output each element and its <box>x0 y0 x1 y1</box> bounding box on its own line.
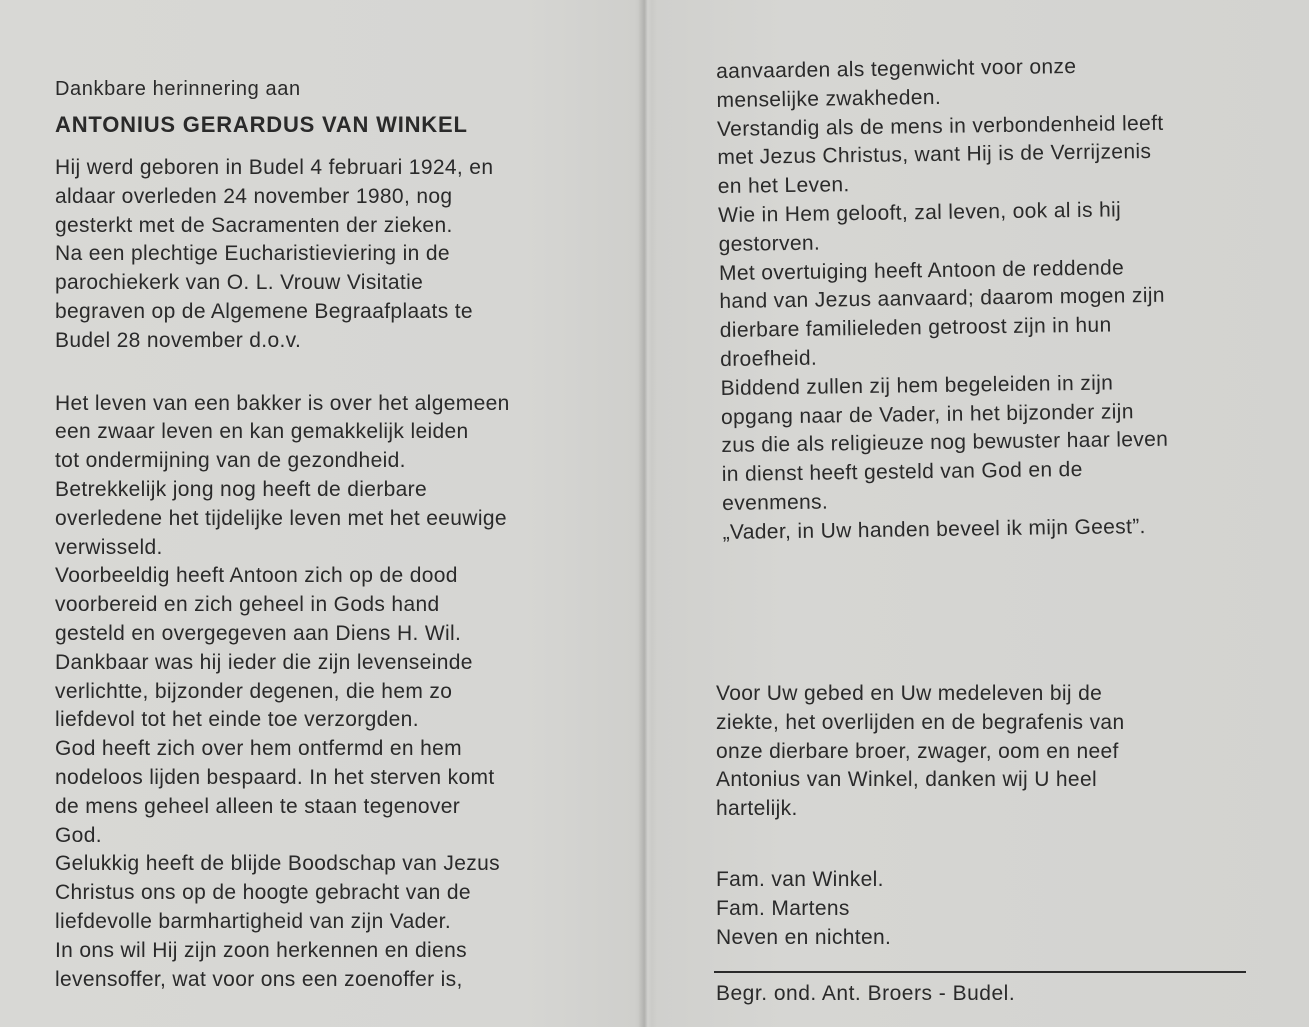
text-line: overledene het tijdelijke leven met het eeuwige <box>55 506 507 530</box>
text-line: verlichtte, bijzonder degenen, die hem zo <box>55 679 453 703</box>
text-line: verwisseld. <box>55 535 163 559</box>
text-line: met Jezus Christus, want Hij is de Verrijzenis <box>717 140 1152 170</box>
family-signatures <box>716 866 1276 952</box>
text-line: liefdevol tot het einde toe verzorgden. <box>55 708 419 732</box>
text-line: levensoffer, wat voor ons een zoenoffer is, <box>55 967 463 991</box>
biography-paragraph <box>55 154 630 356</box>
text-line: Na een plechtige Eucharistieviering in de <box>55 242 450 266</box>
text-line: hartelijk. <box>716 797 798 821</box>
text-line: droefheid. <box>720 346 818 371</box>
undertaker-credit: Begr. ond. Ant. Broers - Budel. <box>716 982 1016 1005</box>
text-line: Dankbaar was hij ieder die zijn levenseinde <box>55 650 473 674</box>
signature-line: Fam. Martens <box>716 896 850 920</box>
text-line: Voor Uw gebed en Uw medeleven bij de <box>716 682 1103 705</box>
text-line: liefdevolle barmhartigheid van zijn Vader. <box>55 909 452 933</box>
text-line: Hij werd geboren in Budel 4 februari 1924, en <box>55 156 494 179</box>
text-line: ziekte, het overlijden en de begrafenis van <box>716 710 1125 734</box>
text-line: in dienst heeft gesteld van God en de <box>721 458 1083 487</box>
paragraph-gap <box>55 356 630 390</box>
text-line: de mens geheel alleen te staan tegenover <box>55 794 461 818</box>
right-page <box>716 54 1276 1005</box>
text-line: menselijke zwakheden. <box>716 85 942 112</box>
text-line: tot ondermijning van de gezondheid. <box>55 449 406 473</box>
text-line: Verstandig als de mens in verbondenheid leeft <box>716 111 1164 141</box>
text-line: nodeloos lijden bespaard. In het sterven komt <box>55 765 495 789</box>
text-line: Gelukkig heeft de blijde Boodschap van Jezus <box>55 852 501 876</box>
text-line: In ons wil Hij zijn zoon herkennen en diens <box>55 938 467 962</box>
text-line: een zwaar leven en kan gemakkelijk leiden <box>55 420 469 444</box>
text-line: gestorven. <box>718 231 821 256</box>
text-line: aldaar overleden 24 november 1980, nog <box>55 184 453 208</box>
deceased-name: ANTONIUS GERARDUS VAN WINKEL <box>55 112 468 137</box>
text-line: Biddend zullen zij hem begeleiden in zijn <box>720 371 1114 400</box>
signature-line: Fam. van Winkel. <box>716 868 884 891</box>
text-line: onze dierbare broer, zwager, oom en neef <box>716 739 1119 763</box>
text-line: God. <box>55 823 102 847</box>
quote-line: „Vader, in Uw handen beveel ik mijn Geest”. <box>722 514 1146 544</box>
text-line: Christus ons op de hoogte gebracht van de <box>55 881 471 905</box>
text-line: en het Leven. <box>717 173 850 199</box>
text-line: Voorbeeldig heeft Antoon zich op de dood <box>55 564 458 588</box>
signature-line: Neven en nichten. <box>716 925 892 949</box>
intro-text: Dankbare herinnering aan <box>55 78 301 100</box>
text-line: gesteld en overgegeven aan Diens H. Wil. <box>55 621 462 645</box>
text-line: aanvaarden als tegenwicht voor onze <box>716 54 1077 83</box>
text-line: Het leven van een bakker is over het algemeen <box>55 391 510 415</box>
text-line: evenmens. <box>722 490 829 515</box>
text-line: hand van Jezus aanvaard; daarom mogen zijn <box>719 284 1165 314</box>
text-line: parochiekerk van O. L. Vrouw Visitatie <box>55 271 424 295</box>
text-line: Budel 28 november d.o.v. <box>55 328 302 352</box>
text-line: opgang naar de Vader, in het bijzonder zijn <box>720 399 1134 429</box>
divider-line <box>714 971 1246 973</box>
text-line: gesterkt met de Sacramenten der zieken. <box>55 213 453 237</box>
text-line: voorbereid en zich geheel in Gods hand <box>55 593 440 617</box>
card-fold <box>638 0 652 1027</box>
text-line: begraven op de Algemene Begraafplaats te <box>55 299 473 323</box>
text-line: dierbare familieleden getroost zijn in hun <box>719 313 1112 343</box>
reflection-paragraph <box>55 390 630 995</box>
text-line: God heeft zich over hem ontfermd en hem <box>55 737 463 761</box>
text-line: Met overtuiging heeft Antoon de reddende <box>718 255 1125 285</box>
thanks-paragraph <box>716 680 1276 824</box>
text-line: Antonius van Winkel, danken wij U heel <box>716 768 1097 792</box>
text-line: Betrekkelijk jong nog heeft de dierbare <box>55 477 428 501</box>
text-line: Wie in Hem gelooft, zal leven, ook al is hij <box>718 198 1122 227</box>
continued-text <box>716 50 1283 547</box>
left-page <box>55 74 630 994</box>
text-line: zus die als religieuze nog bewuster haar leven <box>721 428 1169 458</box>
